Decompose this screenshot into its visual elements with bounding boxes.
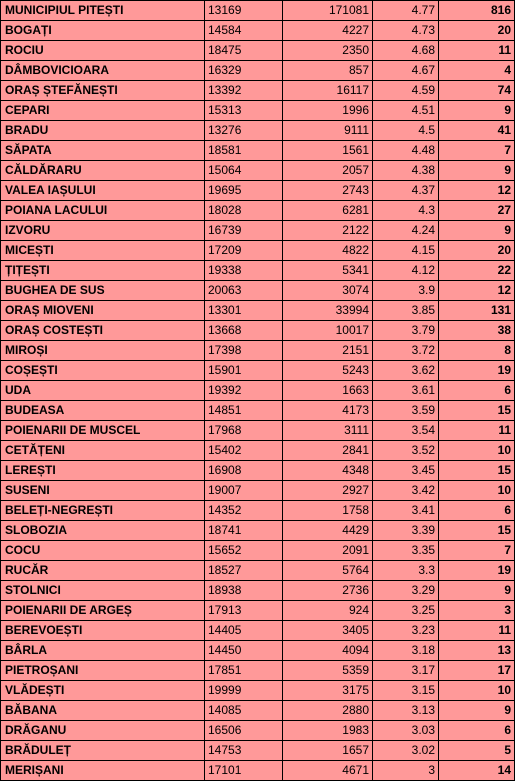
population-cell: 5359: [283, 661, 373, 681]
population-cell: 2927: [283, 481, 373, 501]
count-cell: 9: [439, 221, 515, 241]
count-cell: 19: [439, 361, 515, 381]
rate-cell: 4.12: [373, 261, 439, 281]
locality-name-cell: VALEA IAȘULUI: [1, 181, 205, 201]
rate-cell: 3.61: [373, 381, 439, 401]
rate-cell: 3.35: [373, 541, 439, 561]
population-cell: 3405: [283, 621, 373, 641]
table-row: [1, 221, 515, 241]
table-row: [1, 701, 515, 721]
table-row: [1, 421, 515, 441]
table-row: [1, 281, 515, 301]
rate-cell: 3.39: [373, 521, 439, 541]
table-row: [1, 1, 515, 21]
locality-name-cell: STOLNICI: [1, 581, 205, 601]
rate-cell: 3.23: [373, 621, 439, 641]
count-cell: 10: [439, 681, 515, 701]
rate-cell: 3.02: [373, 741, 439, 761]
code-cell: 16506: [205, 721, 283, 741]
rate-cell: 3.03: [373, 721, 439, 741]
code-cell: 17101: [205, 761, 283, 781]
code-cell: 14753: [205, 741, 283, 761]
count-cell: 6: [439, 501, 515, 521]
count-cell: 4: [439, 61, 515, 81]
locality-name-cell: BRĂDULEȚ: [1, 741, 205, 761]
table-row: [1, 601, 515, 621]
locality-name-cell: VLĂDEȘTI: [1, 681, 205, 701]
count-cell: 12: [439, 281, 515, 301]
code-cell: 19338: [205, 261, 283, 281]
count-cell: 9: [439, 701, 515, 721]
locality-name-cell: SĂPATA: [1, 141, 205, 161]
table-row: [1, 481, 515, 501]
count-cell: 7: [439, 141, 515, 161]
locality-name-cell: LEREȘTI: [1, 461, 205, 481]
locality-name-cell: CEPARI: [1, 101, 205, 121]
table-row: [1, 201, 515, 221]
locality-name-cell: ȚIȚEȘTI: [1, 261, 205, 281]
locality-name-cell: BELEȚI-NEGREȘTI: [1, 501, 205, 521]
population-cell: 5243: [283, 361, 373, 381]
rate-cell: 3.62: [373, 361, 439, 381]
rate-cell: 3.54: [373, 421, 439, 441]
population-cell: 4671: [283, 761, 373, 781]
code-cell: 15064: [205, 161, 283, 181]
count-cell: 13: [439, 641, 515, 661]
population-cell: 4348: [283, 461, 373, 481]
population-cell: 2122: [283, 221, 373, 241]
code-cell: 15901: [205, 361, 283, 381]
table-row: [1, 321, 515, 341]
locality-name-cell: MUNICIPIUL PITEȘTI: [1, 1, 205, 21]
count-cell: 8: [439, 341, 515, 361]
locality-name-cell: POIANA LACULUI: [1, 201, 205, 221]
code-cell: 14851: [205, 401, 283, 421]
rate-cell: 3.45: [373, 461, 439, 481]
table-row: [1, 121, 515, 141]
locality-name-cell: SLOBOZIA: [1, 521, 205, 541]
table-row: [1, 681, 515, 701]
population-cell: 4173: [283, 401, 373, 421]
population-cell: 4094: [283, 641, 373, 661]
population-cell: 3111: [283, 421, 373, 441]
rate-cell: 3.72: [373, 341, 439, 361]
code-cell: 19392: [205, 381, 283, 401]
rate-cell: 3.15: [373, 681, 439, 701]
population-cell: 2091: [283, 541, 373, 561]
count-cell: 11: [439, 421, 515, 441]
rate-cell: 3.79: [373, 321, 439, 341]
table-row: [1, 401, 515, 421]
count-cell: 9: [439, 161, 515, 181]
code-cell: 16739: [205, 221, 283, 241]
code-cell: 15313: [205, 101, 283, 121]
count-cell: 6: [439, 721, 515, 741]
count-cell: 14: [439, 761, 515, 781]
population-cell: 171081: [283, 1, 373, 21]
population-cell: 924: [283, 601, 373, 621]
table-row: [1, 21, 515, 41]
population-cell: 4822: [283, 241, 373, 261]
locality-name-cell: BUDEASA: [1, 401, 205, 421]
count-cell: 74: [439, 81, 515, 101]
rate-cell: 4.38: [373, 161, 439, 181]
rate-cell: 3.25: [373, 601, 439, 621]
table-row: [1, 261, 515, 281]
population-cell: 5764: [283, 561, 373, 581]
count-cell: 20: [439, 21, 515, 41]
rate-cell: 4.37: [373, 181, 439, 201]
locality-name-cell: BĂBANA: [1, 701, 205, 721]
locality-name-cell: ROCIU: [1, 41, 205, 61]
table-row: [1, 81, 515, 101]
rate-cell: 3.29: [373, 581, 439, 601]
count-cell: 7: [439, 541, 515, 561]
locality-name-cell: PIETROȘANI: [1, 661, 205, 681]
code-cell: 18475: [205, 41, 283, 61]
locality-name-cell: ORAȘ COSTEȘTI: [1, 321, 205, 341]
code-cell: 16908: [205, 461, 283, 481]
population-cell: 2350: [283, 41, 373, 61]
table-row: [1, 301, 515, 321]
rate-cell: 4.73: [373, 21, 439, 41]
table-row: [1, 361, 515, 381]
locality-name-cell: BEREVOEȘTI: [1, 621, 205, 641]
table-row: [1, 101, 515, 121]
rate-cell: 3.41: [373, 501, 439, 521]
table-row: [1, 661, 515, 681]
locality-name-cell: BÂRLA: [1, 641, 205, 661]
rate-cell: 4.5: [373, 121, 439, 141]
code-cell: 17209: [205, 241, 283, 261]
code-cell: 18938: [205, 581, 283, 601]
rate-cell: 4.59: [373, 81, 439, 101]
rate-cell: 3.18: [373, 641, 439, 661]
population-cell: 2743: [283, 181, 373, 201]
locality-name-cell: RUCĂR: [1, 561, 205, 581]
rate-cell: 3.59: [373, 401, 439, 421]
population-cell: 10017: [283, 321, 373, 341]
rate-cell: 4.68: [373, 41, 439, 61]
code-cell: 13392: [205, 81, 283, 101]
population-cell: 1996: [283, 101, 373, 121]
table-row: [1, 181, 515, 201]
code-cell: 14450: [205, 641, 283, 661]
locality-name-cell: DRĂGANU: [1, 721, 205, 741]
table-row: [1, 621, 515, 641]
count-cell: 11: [439, 621, 515, 641]
count-cell: 11: [439, 41, 515, 61]
rate-cell: 4.51: [373, 101, 439, 121]
rate-cell: 3.9: [373, 281, 439, 301]
table-row: [1, 461, 515, 481]
code-cell: 16329: [205, 61, 283, 81]
count-cell: 6: [439, 381, 515, 401]
count-cell: 22: [439, 261, 515, 281]
count-cell: 10: [439, 481, 515, 501]
locality-name-cell: ORAȘ ȘTEFĂNEȘTI: [1, 81, 205, 101]
code-cell: 19007: [205, 481, 283, 501]
population-cell: 2736: [283, 581, 373, 601]
table-row: [1, 561, 515, 581]
locality-name-cell: MICEȘTI: [1, 241, 205, 261]
table-row: [1, 141, 515, 161]
table-row: [1, 161, 515, 181]
table-row: [1, 761, 515, 781]
table-row: [1, 581, 515, 601]
count-cell: 17: [439, 661, 515, 681]
rate-cell: 4.48: [373, 141, 439, 161]
locality-name-cell: IZVORU: [1, 221, 205, 241]
table-row: [1, 41, 515, 61]
code-cell: 18741: [205, 521, 283, 541]
locality-name-cell: BUGHEA DE SUS: [1, 281, 205, 301]
population-cell: 5341: [283, 261, 373, 281]
code-cell: 13169: [205, 1, 283, 21]
table-row: [1, 641, 515, 661]
population-cell: 3074: [283, 281, 373, 301]
locality-name-cell: POIENARII DE MUSCEL: [1, 421, 205, 441]
code-cell: 17851: [205, 661, 283, 681]
population-cell: 33994: [283, 301, 373, 321]
count-cell: 20: [439, 241, 515, 261]
rate-cell: 3.13: [373, 701, 439, 721]
population-cell: 1758: [283, 501, 373, 521]
locality-name-cell: DÂMBOVICIOARA: [1, 61, 205, 81]
population-cell: 4227: [283, 21, 373, 41]
locality-name-cell: MIROȘI: [1, 341, 205, 361]
count-cell: 38: [439, 321, 515, 341]
population-cell: 16117: [283, 81, 373, 101]
population-cell: 2841: [283, 441, 373, 461]
rate-cell: 3.3: [373, 561, 439, 581]
count-cell: 816: [439, 1, 515, 21]
code-cell: 14405: [205, 621, 283, 641]
code-cell: 17968: [205, 421, 283, 441]
rate-cell: 4.77: [373, 1, 439, 21]
count-cell: 9: [439, 581, 515, 601]
population-cell: 2151: [283, 341, 373, 361]
code-cell: 17913: [205, 601, 283, 621]
code-cell: 15652: [205, 541, 283, 561]
table-row: [1, 61, 515, 81]
table-row: [1, 541, 515, 561]
count-cell: 27: [439, 201, 515, 221]
rate-cell: 3.17: [373, 661, 439, 681]
code-cell: 14085: [205, 701, 283, 721]
rate-cell: 3.42: [373, 481, 439, 501]
rate-cell: 4.24: [373, 221, 439, 241]
population-cell: 2880: [283, 701, 373, 721]
rate-cell: 4.67: [373, 61, 439, 81]
code-cell: 13301: [205, 301, 283, 321]
locality-name-cell: POIENARII DE ARGEȘ: [1, 601, 205, 621]
population-cell: 2057: [283, 161, 373, 181]
code-cell: 15402: [205, 441, 283, 461]
rate-cell: 3.85: [373, 301, 439, 321]
locality-name-cell: CETĂȚENI: [1, 441, 205, 461]
locality-name-cell: SUSENI: [1, 481, 205, 501]
code-cell: 19695: [205, 181, 283, 201]
count-cell: 10: [439, 441, 515, 461]
count-cell: 41: [439, 121, 515, 141]
count-cell: 9: [439, 101, 515, 121]
population-cell: 1657: [283, 741, 373, 761]
locality-name-cell: MERIȘANI: [1, 761, 205, 781]
population-cell: 9111: [283, 121, 373, 141]
table-row: [1, 521, 515, 541]
rate-cell: 3.52: [373, 441, 439, 461]
code-cell: 17398: [205, 341, 283, 361]
count-cell: 5: [439, 741, 515, 761]
population-cell: 4429: [283, 521, 373, 541]
locality-name-cell: CĂLDĂRARU: [1, 161, 205, 181]
table-row: [1, 441, 515, 461]
locality-name-cell: BOGAȚI: [1, 21, 205, 41]
table-row: [1, 501, 515, 521]
code-cell: 18581: [205, 141, 283, 161]
code-cell: 18527: [205, 561, 283, 581]
population-cell: 857: [283, 61, 373, 81]
code-cell: 14352: [205, 501, 283, 521]
count-cell: 15: [439, 401, 515, 421]
count-cell: 15: [439, 461, 515, 481]
table-body: [1, 1, 515, 781]
locality-name-cell: COCU: [1, 541, 205, 561]
count-cell: 131: [439, 301, 515, 321]
count-cell: 12: [439, 181, 515, 201]
code-cell: 14584: [205, 21, 283, 41]
count-cell: 15: [439, 521, 515, 541]
locality-name-cell: BRADU: [1, 121, 205, 141]
code-cell: 13276: [205, 121, 283, 141]
population-cell: 6281: [283, 201, 373, 221]
rate-cell: 4.3: [373, 201, 439, 221]
count-cell: 3: [439, 601, 515, 621]
table-row: [1, 341, 515, 361]
rate-cell: 4.15: [373, 241, 439, 261]
table-row: [1, 381, 515, 401]
code-cell: 19999: [205, 681, 283, 701]
population-cell: 3175: [283, 681, 373, 701]
table-row: [1, 721, 515, 741]
locality-name-cell: UDA: [1, 381, 205, 401]
table-row: [1, 741, 515, 761]
rate-cell: 3: [373, 761, 439, 781]
code-cell: 20063: [205, 281, 283, 301]
locality-name-cell: ORAȘ MIOVENI: [1, 301, 205, 321]
population-cell: 1983: [283, 721, 373, 741]
table-row: [1, 241, 515, 261]
population-cell: 1561: [283, 141, 373, 161]
code-cell: 18028: [205, 201, 283, 221]
population-cell: 1663: [283, 381, 373, 401]
locality-name-cell: COȘEȘTI: [1, 361, 205, 381]
code-cell: 13668: [205, 321, 283, 341]
count-cell: 19: [439, 561, 515, 581]
